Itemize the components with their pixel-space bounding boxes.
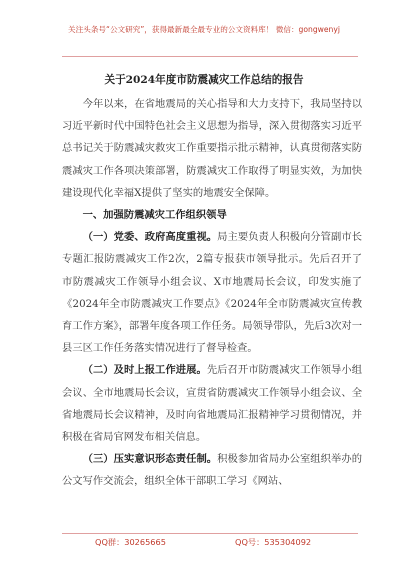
subsection-text-2: 先后召开市防震减灾工作领导小组会议、全市地震局长会议，宣贯省防震减灾工作领导小组会议、全省地震局长会议精神，及时向省地震局汇报精神学习贯彻情况，并积极在省局官网发布相关信息。 <box>62 364 363 444</box>
qq-group-text: QQ群：30265665 <box>95 537 166 547</box>
subsection-text-1: 局主要负责人积极向分管副市长专题汇报防震减灾工作2次，2篇专报获市领导批示。先后召开了市防震减灾工作领导小组会议、X市地震局长会议，印发实施了《2024年全市防震减灾工作要点》《2024年全市防震减灾宣传教育工作方案》，部署年度各项工作任务。局领导带队，先后3次对一县三区工作任务落实情况进行了督导检查。 <box>62 231 363 355</box>
document-title: 关于2024年度市防震减灾工作总结的报告 <box>104 74 304 86</box>
subsection-heading-1: （一）党委、政府高度重视。 <box>82 231 218 244</box>
subsection-heading-3: （三）压实意识形态责任制。 <box>82 453 218 466</box>
footer-divider <box>62 533 358 534</box>
subsection-paragraph-2 <box>62 359 362 448</box>
bottom-banner <box>0 537 408 551</box>
subsection-paragraph-3 <box>62 448 362 492</box>
qq-number-text: QQ号：535304092 <box>235 537 312 547</box>
header-divider <box>62 56 358 57</box>
section-heading: 一、加强防震减灾工作组织领导 <box>82 209 227 222</box>
banner-text: 关注头条号“公文研究”，获得最新最全最专业的公文资料库！ 微信：gongwenyj <box>68 24 340 34</box>
top-banner <box>0 0 408 58</box>
subsection-text-3: 积极参加省局办公室组织举办的公文写作交流会，组织全体干部职工学习《网站、 <box>62 453 363 488</box>
subsection-paragraph-1 <box>62 226 362 359</box>
document-body <box>62 93 362 493</box>
subsection-heading-2: （二）及时上报工作进展。 <box>82 364 207 377</box>
intro-paragraph: 今年以来，在省地震局的关心指导和大力支持下，我局坚持以习近平新时代中国特色社会主义思想为指导，深入贯彻落实习近平总书记关于防震减灾救灾工作重要指示批示精神，认真贯彻落实防震减灾工作各项决策部署，防震减灾工作取得了明显实效，为加快建设现代化幸福X提供了坚实的地震安全保障。 <box>62 98 362 199</box>
